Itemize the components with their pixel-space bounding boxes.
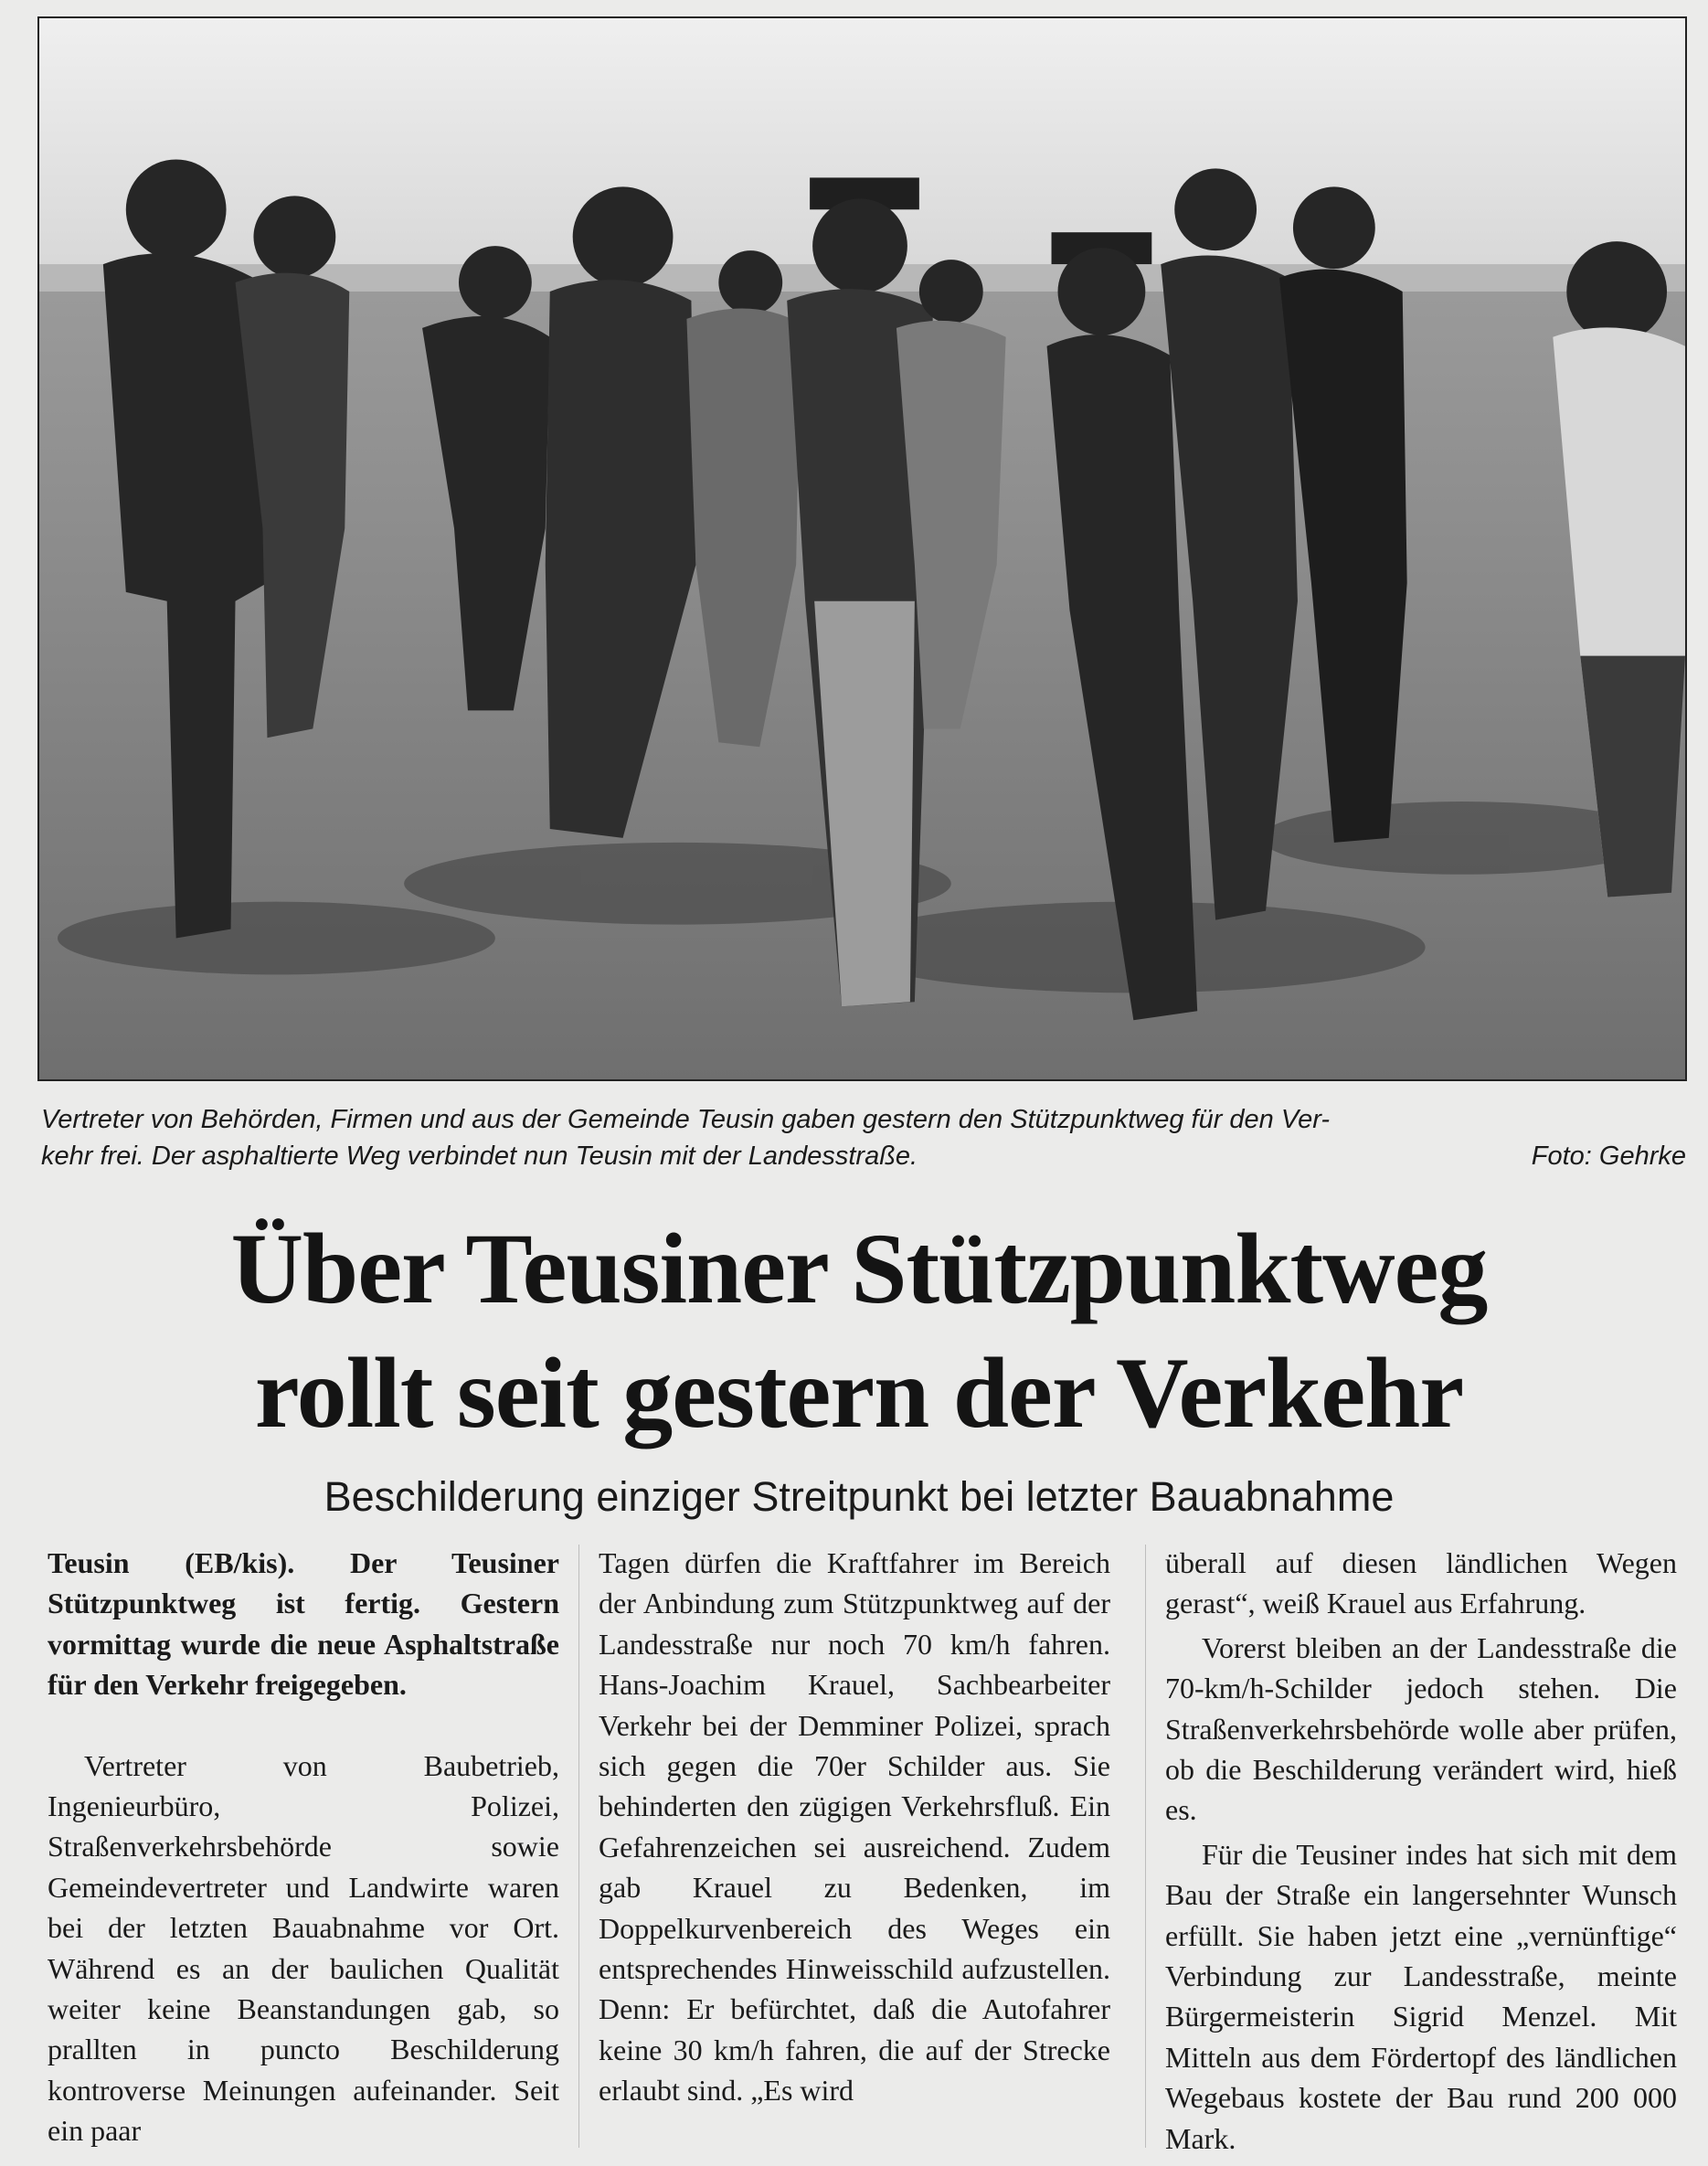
- article-paragraph: Vertreter von Baubetrieb, Ingenieurbüro, Polizei, Straßenverkehrsbehörde sowie Gemeindevertreter und Landwirte waren bei der letzten Bauabnahme vor Ort. Während es an der baulichen Qualität weiter keine Beanstandungen gab, so prallten in puncto Beschilderung kontroverse Meinungen aufeinander. Seit ein paar: [48, 1748, 559, 2148]
- article-paragraph: Vorerst bleiben an der Landesstraße die 70-km/h-Schilder jedoch stehen. Die Straßenverkehrsbehörde wolle aber prüfen, ob die Beschilderung verändert wird, hieß es.: [1165, 1630, 1677, 1827]
- article-headline: [37, 1206, 1681, 1455]
- article-subheadline: Beschilderung einziger Streitpunkt bei letzter Bauabnahme: [324, 1473, 1395, 1520]
- photo-credit: Foto: Gehrke: [1531, 1141, 1686, 1171]
- caption-line-1: Vertreter von Behörden, Firmen und aus der Gemeinde Teusin gaben gestern den Stützpunktweg für den Ver-: [41, 1105, 1331, 1134]
- column-divider: [1145, 1545, 1146, 2148]
- article-column-1: [48, 1543, 559, 2151]
- article-paragraph: überall auf diesen ländlichen Wegen gerast“, weiß Krauel aus Erfahrung.: [1165, 1546, 1677, 1620]
- article-column-3: [1165, 1543, 1677, 2159]
- article-paragraph: Für die Teusiner indes hat sich mit dem Bau der Straße ein langersehnter Wunsch erfüllt. Sie haben jetzt eine „vernünftige“ Verbindung zur Landesstraße, meinte Bürgermeisterin Sigrid Menzel. Mit Mitteln aus dem Fördertopf des ländlichen Wegebaus kostete der Bau rund 200 000 Mark.: [1165, 1837, 1677, 2155]
- article-photo: [37, 16, 1687, 1081]
- column-divider: [578, 1545, 579, 2148]
- article-paragraph: Tagen dürfen die Kraftfahrer im Bereich der Anbindung zum Stützpunktweg auf der Landesstraße nur noch 70 km/h fahren. Hans-Joachim Krauel, Sachbearbeiter Verkehr bei der Demminer Polizei, sprach sich gegen die 70er Schilder aus. Sie behinderten den zügigen Verkehrsfluß. Ein Gefahrenzeichen sei ausreichend. Zudem gab Krauel zu Bedenken, im Doppelkurvenbereich des Weges ein entsprechendes Hinweisschild aufzustellen. Denn: Er befürchtet, daß die Autofahrer keine 30 km/h fahren, die auf der Strecke erlaubt sind. „Es wird: [599, 1546, 1110, 2108]
- caption-line-2-row: [41, 1138, 1686, 1174]
- photo-caption: [41, 1101, 1686, 1174]
- photo-group-of-people: [39, 18, 1685, 1079]
- headline-line-1: Über Teusiner Stützpunktweg: [230, 1213, 1488, 1324]
- caption-line-2: kehr frei. Der asphaltierte Weg verbindet nun Teusin mit der Landesstraße.: [41, 1141, 918, 1171]
- article-lead: Teusin (EB/kis). Der Teusiner Stützpunktweg ist fertig. Gestern vormittag wurde die neue Asphaltstraße für den Verkehr freigegeben.: [48, 1546, 559, 1702]
- headline-line-2: rollt seit gestern der Verkehr: [254, 1337, 1464, 1449]
- article-column-2: [599, 1543, 1110, 2111]
